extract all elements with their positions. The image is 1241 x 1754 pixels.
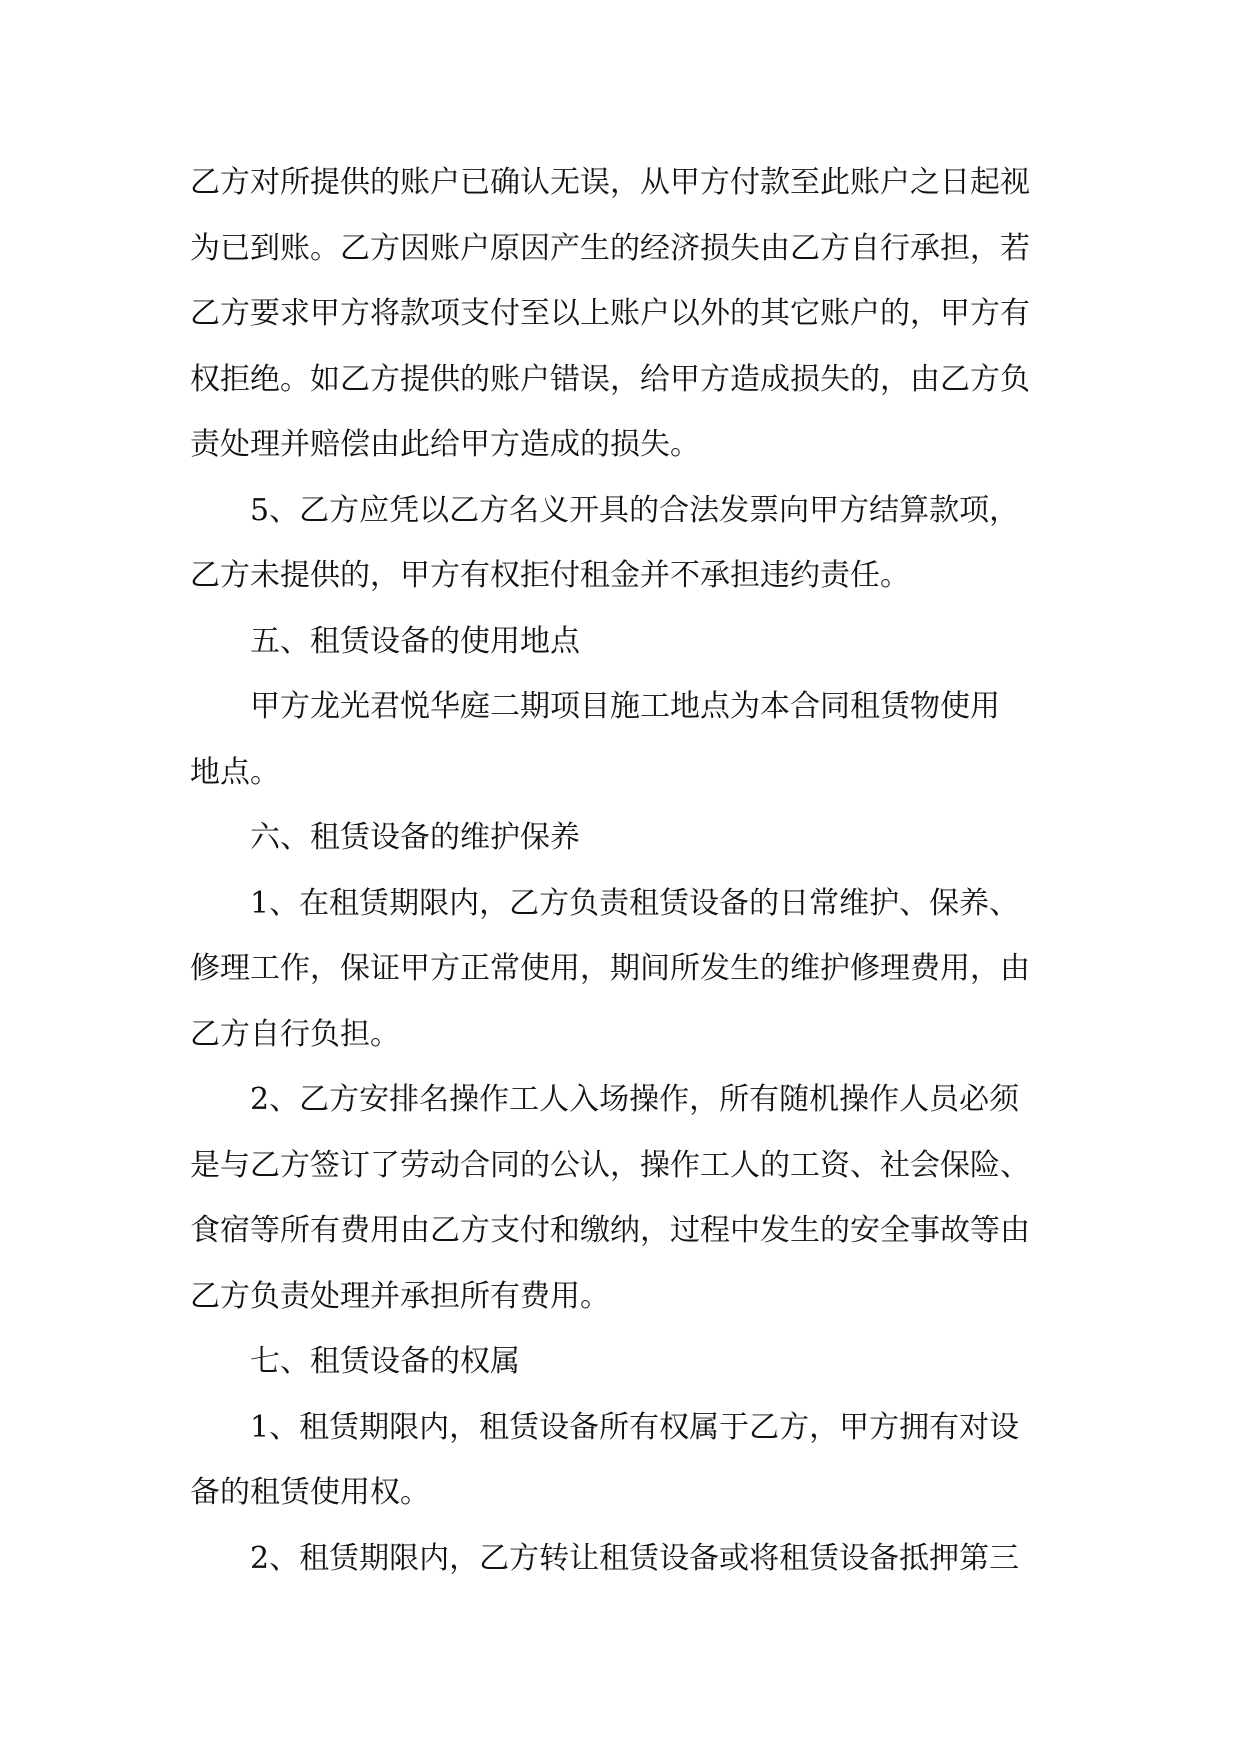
text-line: 1、租赁期限内，租赁设备所有权属于乙方，甲方拥有对设 — [250, 1409, 1020, 1445]
text-line: 七、租赁设备的权属 — [250, 1344, 520, 1379]
text-line: 食宿等所有费用由乙方支付和缴纳，过程中发生的安全事故等由 — [190, 1213, 1030, 1248]
text-line: 5、乙方应凭以乙方名义开具的合法发票向甲方结算款项， — [250, 492, 1020, 528]
text-line: 乙方自行负担。 — [190, 1016, 400, 1052]
text-line: 是与乙方签订了劳动合同的公认，操作工人的工资、社会保险、 — [190, 1147, 1030, 1183]
text-line: 2、租赁期限内，乙方转让租赁设备或将租赁设备抵押第三 — [250, 1540, 1020, 1576]
text-line: 权拒绝。如乙方提供的账户错误，给甲方造成损失的，由乙方负 — [190, 361, 1030, 397]
text-line: 甲方龙光君悦华庭二期项目施工地点为本合同租赁物使用 — [250, 689, 1000, 724]
text-line: 六、租赁设备的维护保养 — [250, 820, 580, 855]
text-line: 2、乙方安排名操作工人入场操作，所有随机操作人员必须 — [250, 1082, 1020, 1117]
document-body — [190, 150, 1060, 1591]
text-line: 修理工作，保证甲方正常使用，期间所发生的维护修理费用，由 — [190, 951, 1030, 986]
text-line: 乙方未提供的，甲方有权拒付租金并不承担违约责任。 — [190, 558, 910, 593]
text-line: 为已到账。乙方因账户原因产生的经济损失由乙方自行承担，若 — [190, 230, 1030, 266]
text-line: 备的租赁使用权。 — [190, 1475, 430, 1510]
text-line: 乙方负责处理并承担所有费用。 — [190, 1278, 610, 1314]
text-line: 乙方要求甲方将款项支付至以上账户以外的其它账户的，甲方有 — [190, 296, 1030, 331]
text-line: 五、租赁设备的使用地点 — [250, 623, 580, 659]
text-line: 责处理并赔偿由此给甲方造成的损失。 — [190, 427, 700, 462]
text-line: 乙方对所提供的账户已确认无误，从甲方付款至此账户之日起视 — [190, 165, 1030, 200]
text-line: 地点。 — [190, 754, 280, 790]
text-line: 1、在租赁期限内，乙方负责租赁设备的日常维护、保养、 — [250, 885, 1020, 921]
